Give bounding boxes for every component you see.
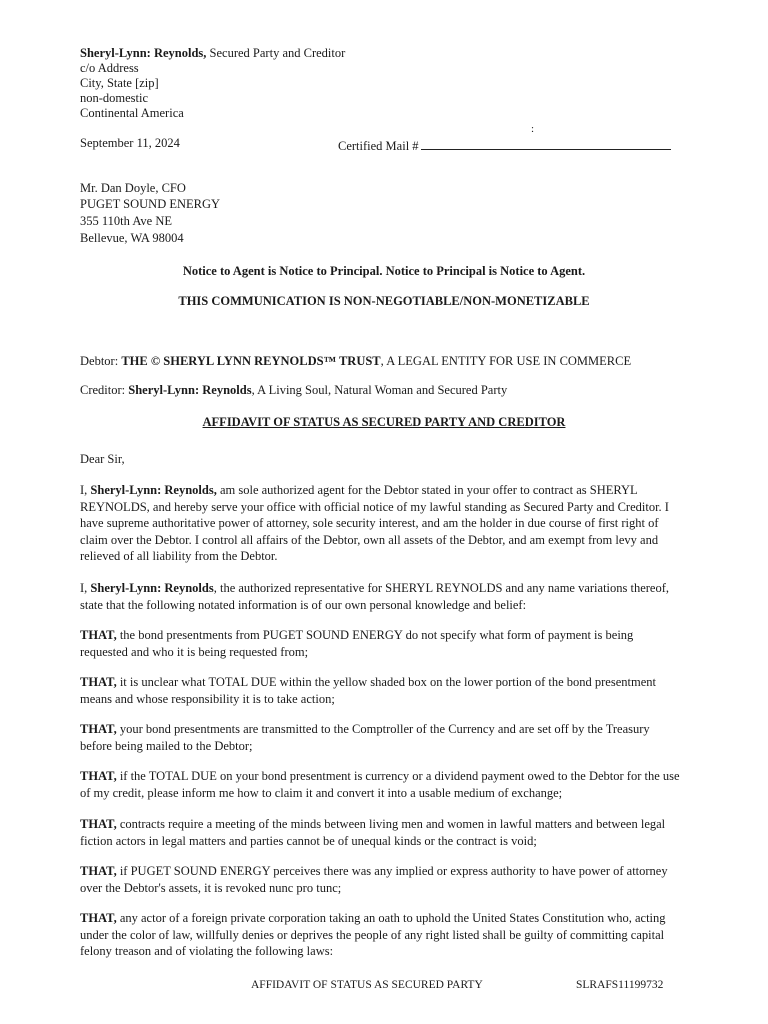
- sender-name: Sheryl-Lynn: Reynolds,: [80, 46, 207, 60]
- salutation: Dear Sir,: [80, 452, 125, 466]
- clause-text: if PUGET SOUND ENERGY perceives there was any implied or express authority to have power of attorney over the Debtor's assets, it is revoked nunc pro tunc;: [80, 864, 668, 895]
- debtor-rest: , A LEGAL ENTITY FOR USE IN COMMERCE: [380, 354, 632, 368]
- creditor-line: [80, 383, 507, 399]
- recipient-line-4: Bellevue, WA 98004: [80, 231, 184, 245]
- paragraph-representative: [80, 580, 680, 613]
- creditor-rest: , A Living Soul, Natural Woman and Secured Party: [251, 383, 508, 397]
- p2-text: , the authorized representative for SHERYL REYNOLDS and any name variations thereof, state that the following notated information is of our own personal knowledge and belief:: [80, 581, 670, 612]
- clause-5: [80, 816, 680, 849]
- clause-6: [80, 863, 680, 896]
- creditor-label: Creditor:: [80, 383, 129, 397]
- clause-text: your bond presentments are transmitted to the Comptroller of the Currency and are set off by the Treasury before being mailed to the Debtor;: [80, 722, 650, 753]
- sender-name-line: [80, 46, 345, 62]
- notice-line: Notice to Agent is Notice to Principal. Notice to Principal is Notice to Agent.: [182, 264, 586, 278]
- that-label: THAT,: [80, 911, 117, 925]
- clause-text: it is unclear what TOTAL DUE within the yellow shaded box on the lower portion of the bond presentment means and whose responsibility it is to take action;: [80, 675, 656, 706]
- affidavit-title: AFFIDAVIT OF STATUS AS SECURED PARTY AND CREDITOR: [202, 415, 566, 429]
- p1-name: Sheryl-Lynn: Reynolds,: [90, 483, 217, 497]
- paragraph-authorization: [80, 482, 680, 565]
- clause-text: if the TOTAL DUE on your bond presentment is currency or a dividend payment owed to the Debtor for the use of my credit, please inform me how to claim it and convert it into a usable medium of exchange;: [80, 769, 680, 800]
- clause-7: [80, 910, 680, 960]
- clause-text: any actor of a foreign private corporation taking an oath to uphold the United States Constitution who, acting under the color of law, willfully denies or deprives the people of any right listed shall be guilty of committing capital felony treason and of violating the following laws:: [80, 911, 666, 958]
- p1-prefix: I,: [80, 483, 91, 497]
- sender-address-2: City, State [zip]: [80, 76, 159, 90]
- creditor-name: Sheryl-Lynn: Reynolds: [128, 383, 252, 397]
- certified-mail-label: Certified Mail #: [338, 139, 419, 153]
- sender-role: Secured Party and Creditor: [206, 46, 346, 60]
- that-label: THAT,: [80, 864, 117, 878]
- debtor-line: [80, 354, 631, 370]
- sender-address-1: c/o Address: [80, 61, 139, 75]
- that-label: THAT,: [80, 722, 117, 736]
- that-label: THAT,: [80, 769, 117, 783]
- clause-3: [80, 721, 680, 754]
- certified-mail: [338, 138, 671, 155]
- that-label: THAT,: [80, 628, 117, 642]
- recipient-line-3: 355 110th Ave NE: [80, 214, 173, 228]
- sender-address-3: non-domestic: [80, 91, 149, 105]
- recipient-line-2: PUGET SOUND ENERGY: [80, 197, 221, 211]
- that-label: THAT,: [80, 675, 117, 689]
- sender-address-4: Continental America: [80, 106, 184, 120]
- clause-4: [80, 768, 680, 801]
- p1-text: am sole authorized agent for the Debtor stated in your offer to contract as SHERYL REYNOLDS, and hereby serve your office with official notice of my lawful standing as Secured Party and Creditor. I have supreme authoritative power of attorney, sole security interest, and am the holder in due course of first right of claim over the Debtor. I control all affairs of the Debtor, own all assets of the Debtor, and am exempt from levy and relieved of all liability from the Debtor.: [80, 483, 669, 563]
- clause-2: [80, 674, 680, 707]
- that-label: THAT,: [80, 817, 117, 831]
- p2-prefix: I,: [80, 581, 91, 595]
- footer-title: AFFIDAVIT OF STATUS AS SECURED PARTY: [251, 979, 483, 991]
- certified-mail-blank: [421, 138, 671, 150]
- p2-name: Sheryl-Lynn: Reynolds: [90, 581, 214, 595]
- clause-text: the bond presentments from PUGET SOUND ENERGY do not specify what form of payment is being requested and who it is being requested from;: [80, 628, 634, 659]
- clause-text: contracts require a meeting of the minds between living men and women in lawful matters and between legal fiction actors in legal matters and parties cannot be of unequal kinds or the contract is void;: [80, 817, 666, 848]
- recipient-line-1: Mr. Dan Doyle, CFO: [80, 181, 186, 195]
- colon-mark: :: [531, 123, 535, 135]
- footer-code: SLRAFS11199732: [576, 979, 664, 991]
- debtor-label: Debtor:: [80, 354, 122, 368]
- letter-date: September 11, 2024: [80, 136, 180, 150]
- non-negotiable-line: THIS COMMUNICATION IS NON-NEGOTIABLE/NON-MONETIZABLE: [178, 294, 590, 308]
- debtor-name: THE © SHERYL LYNN REYNOLDS™ TRUST: [121, 354, 381, 368]
- clause-1: [80, 627, 680, 660]
